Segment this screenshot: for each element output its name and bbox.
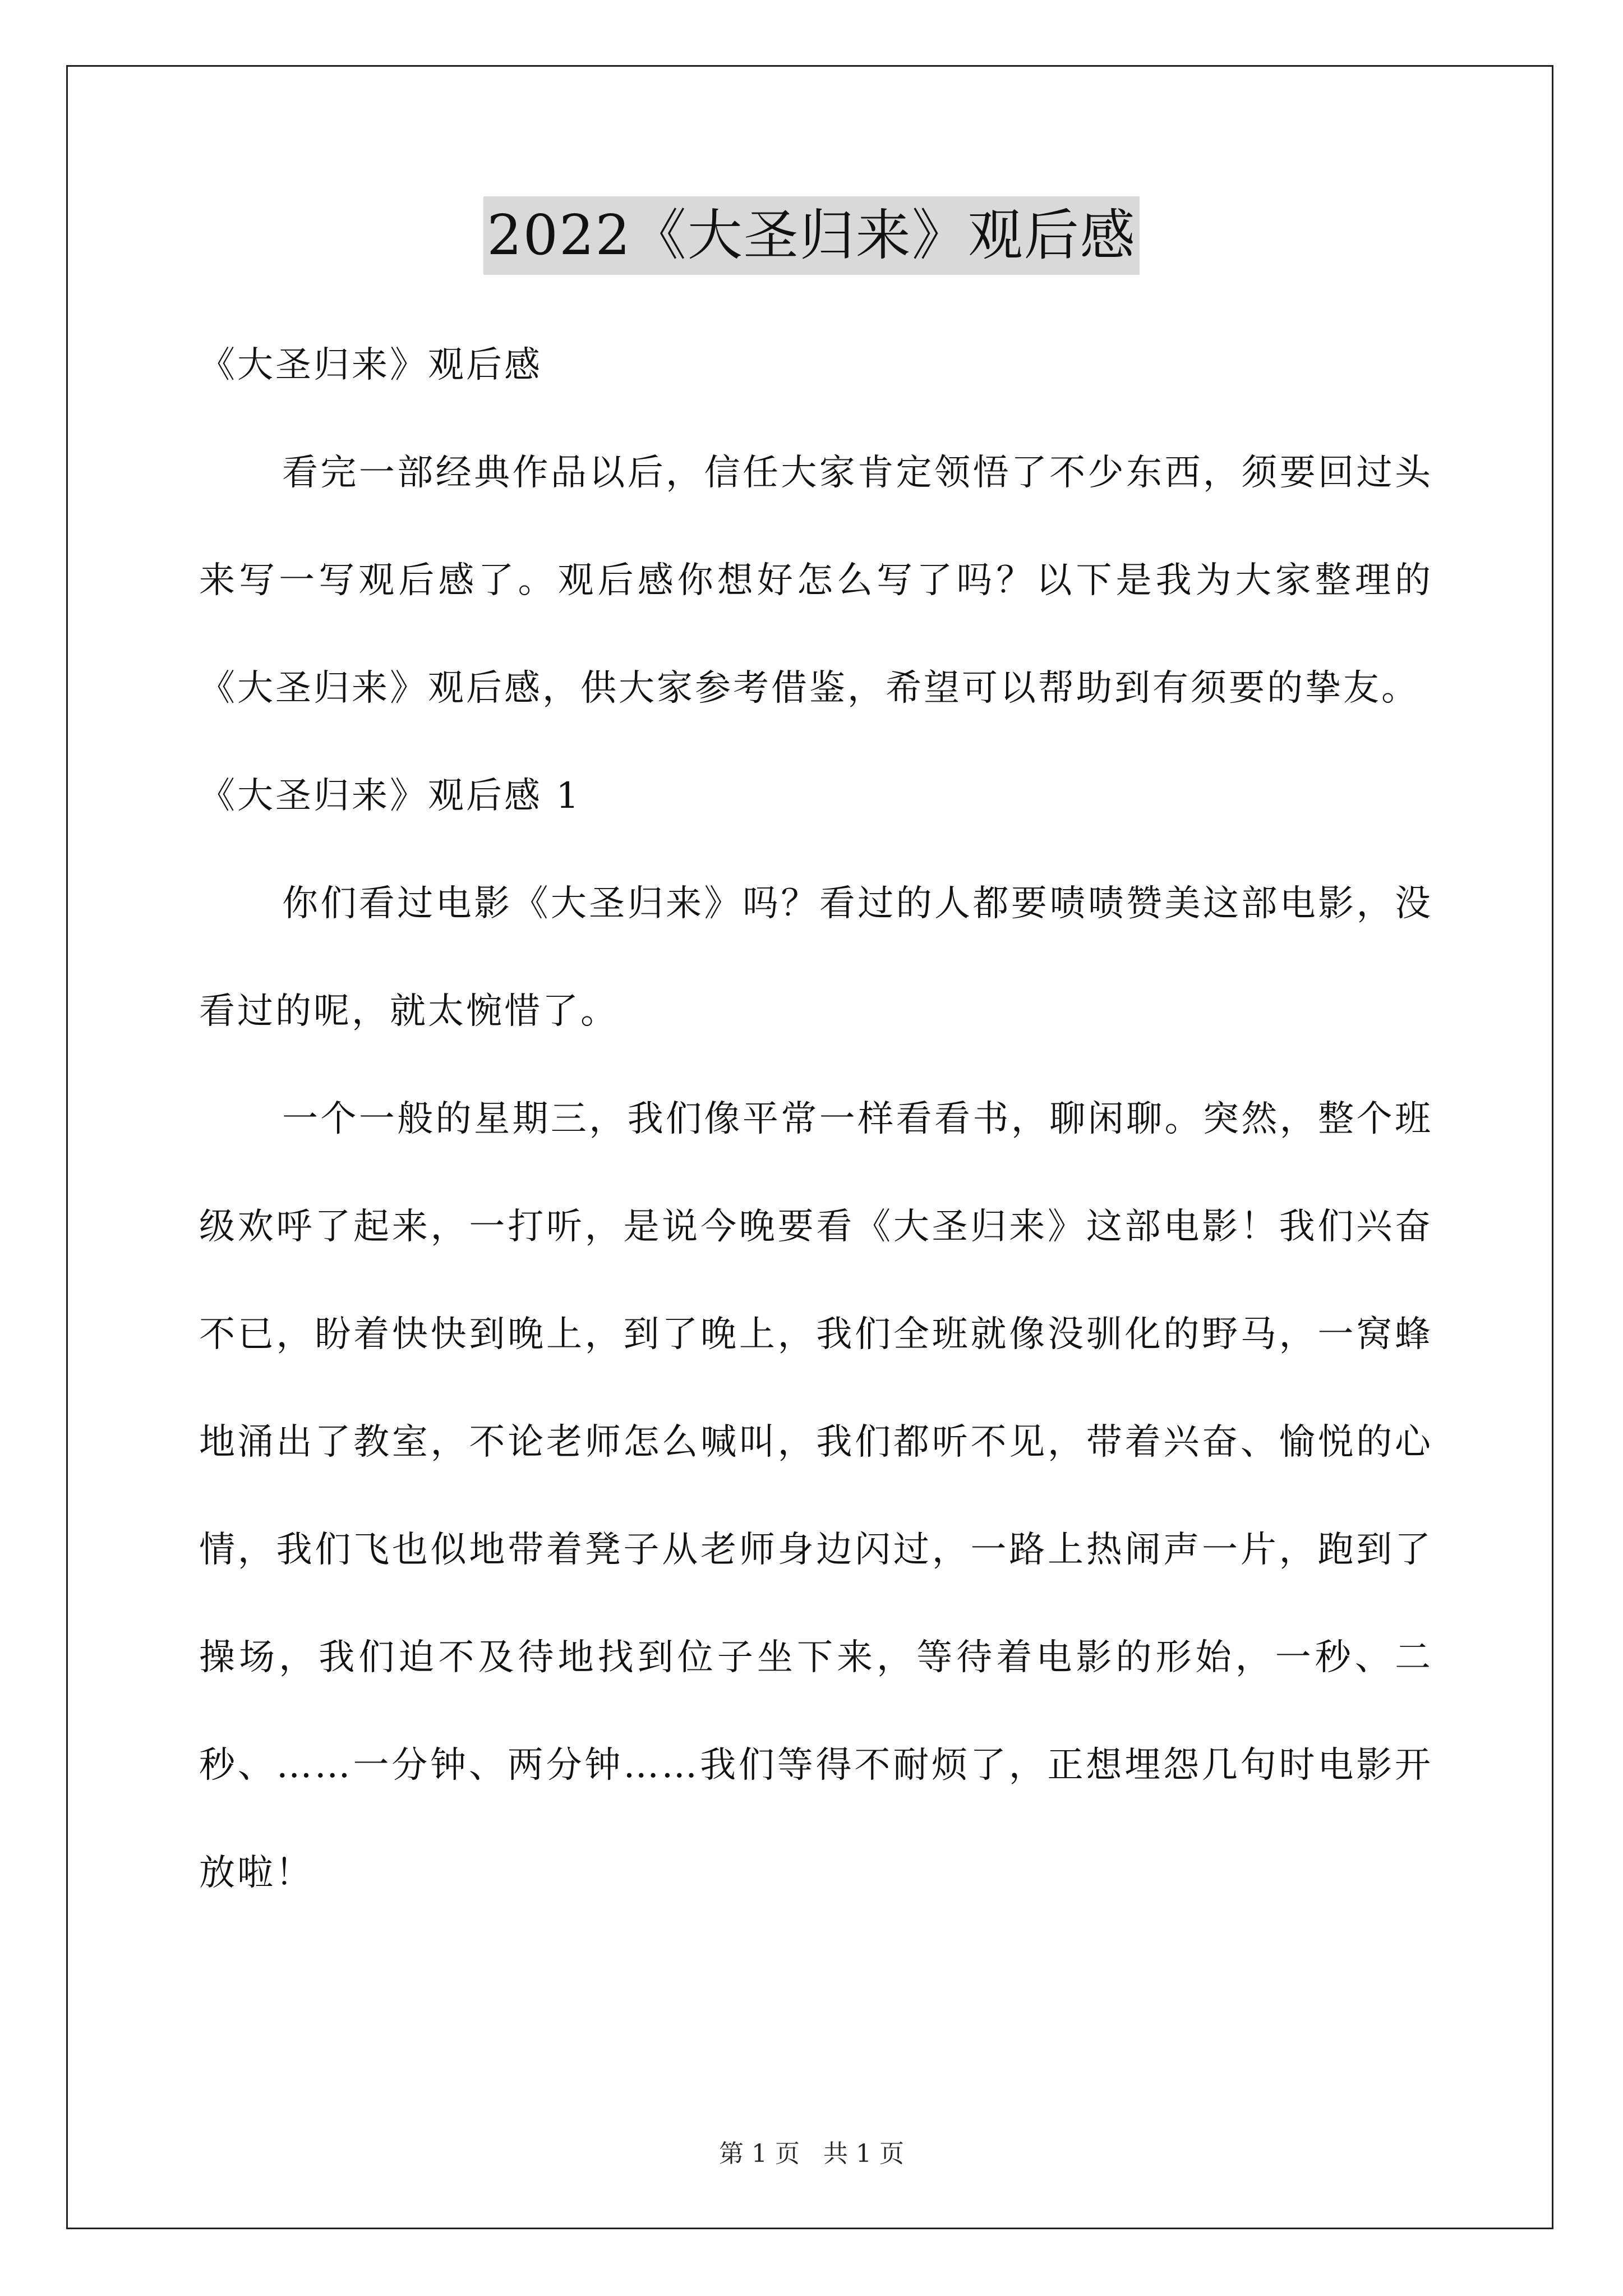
- page-footer: 第 1 页 共 1 页: [719, 2139, 904, 2168]
- document-subtitle: 《大圣归来》观后感: [199, 344, 542, 386]
- document-body: [199, 311, 1433, 1927]
- document-title: 2022《大圣归来》观后感: [483, 196, 1139, 275]
- paragraph-2: 一个一般的星期三，我们像平常一样看看书，聊闲聊。突然，整个班级欢呼了起来，一打听，是说今晚要看《大圣归来》这部电影！我们兴奋不已，盼着快快到晚上，到了晚上，我们全班就像没驯化的野马，一窝蜂地涌出了教室，不论老师怎么喊叫，我们都听不见，带着兴奋、愉悦的心情，我们飞也似地带着凳子从老师身边闪过，一路上热闹声一片，跑到了操场，我们迫不及待地找到位子坐下来，等待着电影的形始，一秒、二秒、……一分钟、两分钟……我们等得不耐烦了，正想埋怨几句时电影开放啦！: [199, 1098, 1433, 1894]
- paragraph-1: 你们看过电影《大圣归来》吗？看过的人都要啧啧赞美这部电影，没看过的呢，就太惋惜了。: [199, 883, 1433, 1032]
- intro-paragraph: 看完一部经典作品以后，信任大家肯定领悟了不少东西，须要回过头来写一写观后感了。观后感你想好怎么写了吗？以下是我为大家整理的《大圣归来》观后感，供大家参考借鉴，希望可以帮助到有须要的挚友。: [199, 452, 1433, 709]
- section-heading: 《大圣归来》观后感 1: [199, 775, 582, 817]
- title-wrap: [0, 196, 1623, 275]
